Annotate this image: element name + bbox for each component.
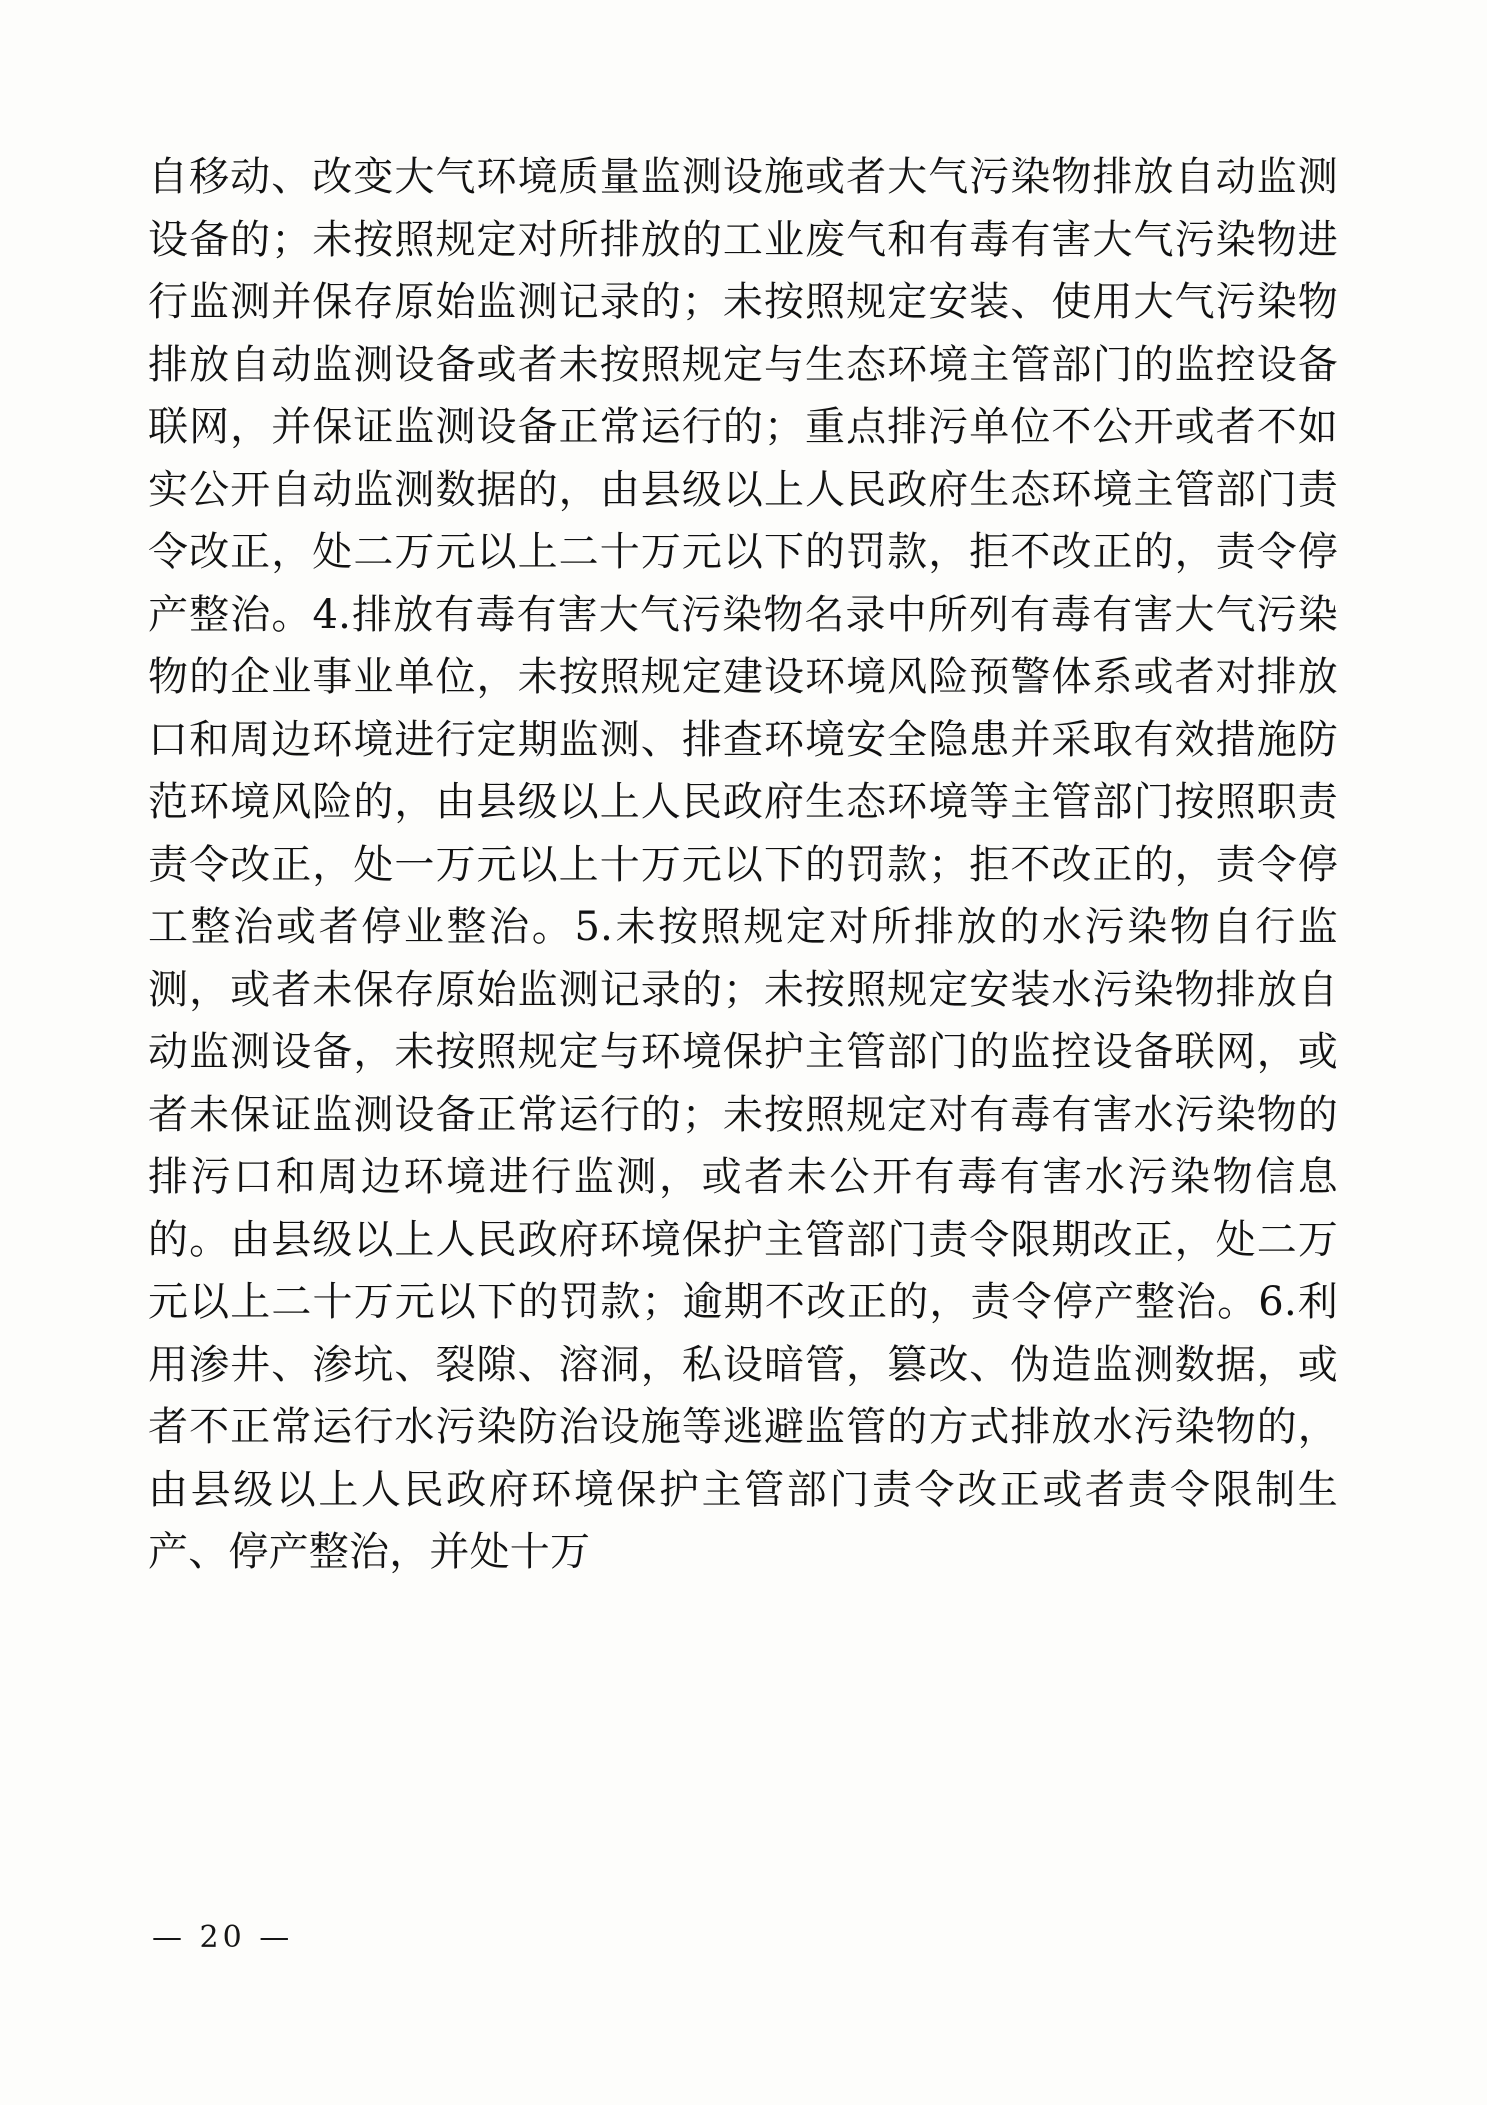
- page-footer: [0, 1920, 1487, 1955]
- page-number: — 20 —: [152, 1920, 294, 1955]
- body-paragraph: 自移动、改变大气环境质量监测设施或者大气污染物排放自动监测设备的；未按照规定对所排放的工业废气和有毒有害大气污染物进行监测并保存原始监测记录的；未按照规定安装、使用大气污染物排放自动监测设备或者未按照规定与生态环境主管部门的监控设备联网，并保证监测设备正常运行的；重点排污单位不公开或者不如实公开自动监测数据的，由县级以上人民政府生态环境主管部门责令改正，处二万元以上二十万元以下的罚款，拒不改正的，责令停产整治。4.排放有毒有害大气污染物名录中所列有毒有害大气污染物的企业事业单位，未按照规定建设环境风险预警体系或者对排放口和周边环境进行定期监测、排查环境安全隐患并采取有效措施防范环境风险的，由县级以上人民政府生态环境等主管部门按照职责责令改正，处一万元以上十万元以下的罚款；拒不改正的，责令停工整治或者停业整治。5.未按照规定对所排放的水污染物自行监测，或者未保存原始监测记录的；未按照规定安装水污染物排放自动监测设备，未按照规定与环境保护主管部门的监控设备联网，或者未保证监测设备正常运行的；未按照规定对有毒有害水污染物的排污口和周边环境进行监测，或者未公开有毒有害水污染物信息的。由县级以上人民政府环境保护主管部门责令限期改正，处二万元以上二十万元以下的罚款；逾期不改正的，责令停产整治。6.利用渗井、渗坑、裂隙、溶洞，私设暗管，篡改、伪造监测数据，或者不正常运行水污染防治设施等逃避监管的方式排放水污染物的，由县级以上人民政府环境保护主管部门责令改正或者责令限制生产、停产整治，并处十万: [148, 154, 1338, 1575]
- page-body: [148, 146, 1338, 1584]
